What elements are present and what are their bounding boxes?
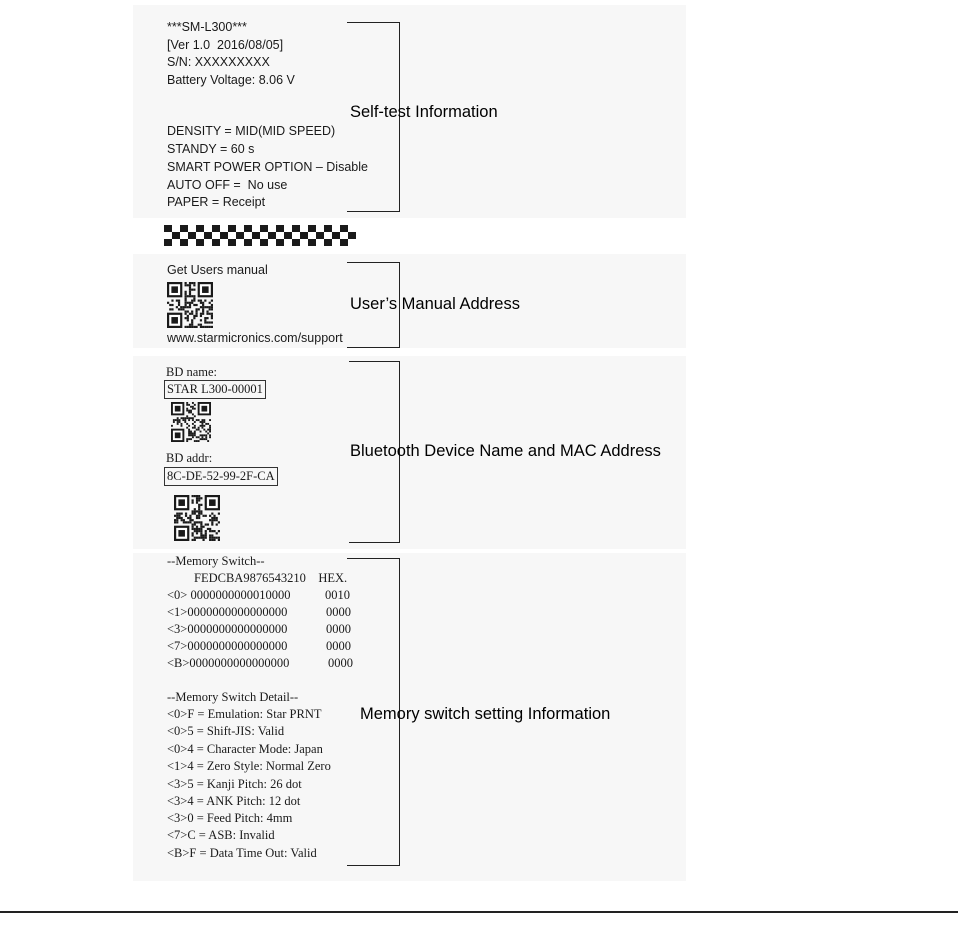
- memory-callout: Memory switch setting Information: [360, 705, 611, 723]
- memory-row-hex: 0000: [326, 605, 351, 619]
- checker-pattern-icon: [164, 224, 356, 246]
- memory-detail: <3>5 = Kanji Pitch: 26 dot: [167, 777, 302, 791]
- memory-detail: <3>4 = ANK Pitch: 12 dot: [167, 794, 301, 808]
- smart-power-line: SMART POWER OPTION – Disable: [167, 160, 368, 174]
- auto-off-line: AUTO OFF = No use: [167, 178, 288, 192]
- self-test-callout: Self-test Information: [350, 103, 498, 121]
- bd-name-qr-icon: [170, 402, 212, 442]
- manual-callout: User’s Manual Address: [350, 295, 520, 313]
- memory-row: <1>0000000000000000: [167, 605, 288, 619]
- memory-row-hex: 0000: [326, 639, 351, 653]
- manual-heading: Get Users manual: [167, 263, 268, 277]
- bd-name-value: STAR L300-00001: [164, 380, 266, 399]
- memory-detail: <0>4 = Character Mode: Japan: [167, 742, 323, 756]
- footer-divider: [0, 911, 958, 913]
- memory-detail: <B>F = Data Time Out: Valid: [167, 846, 317, 860]
- density-line: DENSITY = MID(MID SPEED): [167, 124, 336, 138]
- manual-url: www.starmicronics.com/support: [167, 331, 343, 345]
- memory-row: <0> 0000000000010000: [167, 588, 291, 602]
- model-line: ***SM-L300***: [167, 20, 247, 34]
- qr-code-icon: [167, 282, 213, 328]
- memory-detail: <7>C = ASB: Invalid: [167, 828, 275, 842]
- version-line: [Ver 1.0 2016/08/05]: [167, 38, 284, 52]
- memory-title: --Memory Switch--: [167, 554, 265, 568]
- bd-addr-label: BD addr:: [166, 451, 213, 465]
- memory-row-hex: 0010: [325, 588, 350, 602]
- memory-row: <3>0000000000000000: [167, 622, 288, 636]
- memory-row-hex: 0000: [326, 622, 351, 636]
- memory-detail-title: --Memory Switch Detail--: [167, 690, 299, 704]
- memory-detail: <0>5 = Shift-JIS: Valid: [167, 724, 285, 738]
- battery-line: Battery Voltage: 8.06 V: [167, 73, 295, 87]
- bd-name-label: BD name:: [166, 365, 218, 379]
- memory-row: <7>0000000000000000: [167, 639, 288, 653]
- bluetooth-callout: Bluetooth Device Name and MAC Address: [350, 442, 661, 460]
- bd-addr-value: 8C-DE-52-99-2F-CA: [164, 467, 278, 486]
- memory-row-hex: 0000: [328, 656, 353, 670]
- serial-line: S/N: XXXXXXXXX: [167, 55, 270, 69]
- paper-line: PAPER = Receipt: [167, 195, 266, 209]
- memory-detail: <0>F = Emulation: Star PRNT: [167, 707, 322, 721]
- memory-detail: <3>0 = Feed Pitch: 4mm: [167, 811, 293, 825]
- standby-line: STANDY = 60 s: [167, 142, 255, 156]
- memory-header: FEDCBA9876543210 HEX.: [194, 571, 348, 585]
- bd-addr-qr-icon: [174, 495, 220, 541]
- memory-row: <B>0000000000000000: [167, 656, 290, 670]
- memory-detail: <1>4 = Zero Style: Normal Zero: [167, 759, 331, 773]
